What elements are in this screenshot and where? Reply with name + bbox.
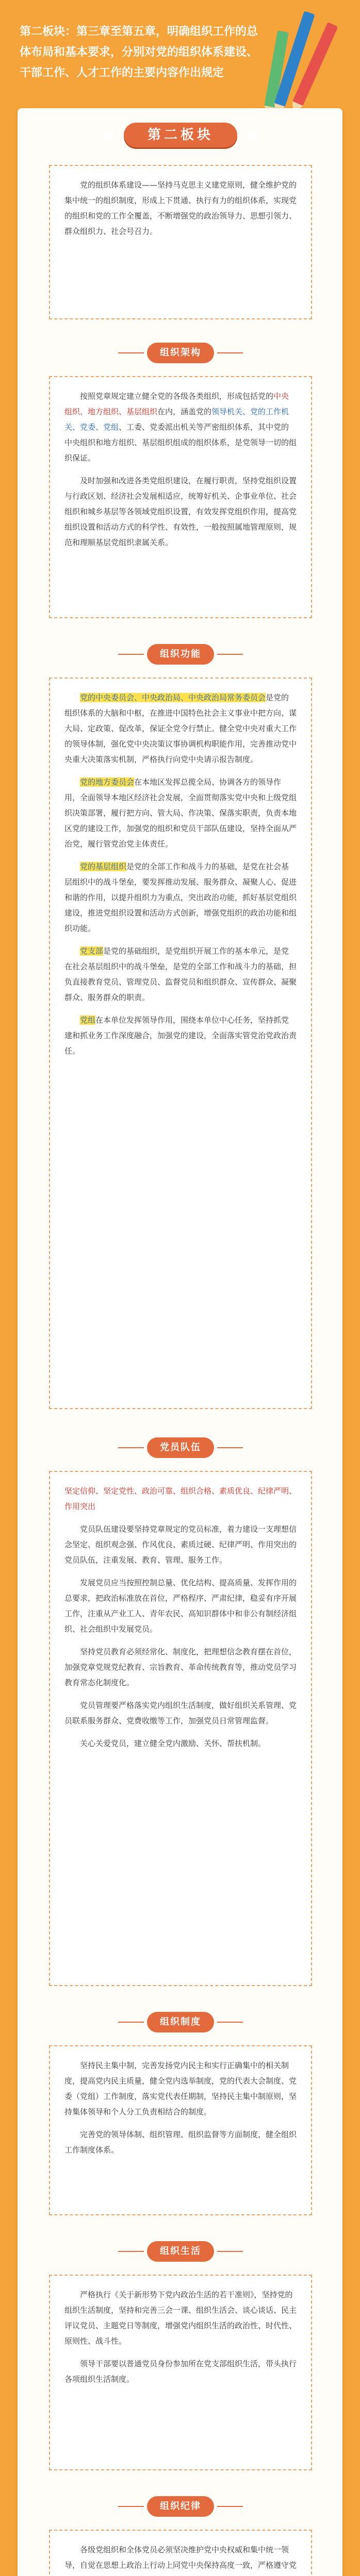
section-paragraph: 关心关爱党员，建立健全党内激励、关怀、帮扶机制。 bbox=[80, 1739, 266, 1748]
section-paragraph: 坚持民主集中制，完善发扬党内民主和实行正确集中的相关制度，提高党内民主质量，健全党内选举制度，党的代表大会制度、党委（党组）工作制度，落实党代表任期制，坚持民主集中制原则，坚持集体领导和个人分工负责相结合的制度。 bbox=[64, 2061, 297, 2116]
section-plank-title: 第二板块 bbox=[124, 123, 237, 147]
highlight-yellow: 党支部 bbox=[80, 946, 104, 956]
section-paragraph bbox=[64, 690, 297, 767]
highlight-yellow: 党的地方委员会 bbox=[80, 777, 135, 787]
section-paragraph bbox=[64, 1483, 297, 1514]
section-paragraph: 党员队伍建设要坚持党章规定的党员标准，着力建设一支理想信念坚定、组织观念强、作风优良、素质过硬、纪律严明、作用突出的党员队伍，注重发展、教育、管理、服务工作。 bbox=[64, 1524, 297, 1565]
section-paragraph: 严格执行《关于新形势下党内政治生活的若干准则》，坚持党的组织生活制度，坚持和完善三会一课、组织生活会、谈心谈话、民主评议党员、主题党日等制度，增强党内组织生活的政治性、时代性、原则性、战斗性。 bbox=[64, 2290, 297, 2346]
highlight-yellow: 党的中央委员会、中央政治局、中央政治局常务委员会 bbox=[80, 693, 266, 702]
text-segment: 、工委、党委派出机关等严密组织体系，其中党的中央组织和地方组织、基层组织组成的组织体系，是党领导一切的组织保证。 bbox=[64, 422, 297, 463]
section-tag-organization-function: 组织功能 bbox=[147, 644, 214, 665]
section-paragraph: 领导干部要以普通党员身份参加所在党支部组织生活，带头执行各项组织生活制度。 bbox=[64, 2359, 297, 2384]
section-box-organization-structure bbox=[49, 376, 312, 618]
section-box-organization-life bbox=[49, 2275, 312, 2470]
text-segment: 是党的全部工作和战斗力的基础，是党在社会基层组织中的战斗堡垒，要发挥推动发展、服务群众、凝聚人心、促进和谐的作用，以提升组织力为重点，突出政治功能，抓好基层党组织建设，推进党组织设置和活动方式创新，增强党组织的政治功能和组织功能。 bbox=[64, 862, 297, 933]
section-paragraph: 发展党员应当按照控制总量、优化结构、提高质量、发挥作用的总要求，把政治标准放在首位，严格程序、严肃纪律，稳妥有序开展工作，注重从产业工人、青年农民、高知识群体中和非公有制经济组织、社会组织中发展党员。 bbox=[64, 1578, 297, 1634]
highlight-yellow: 党组 bbox=[80, 1015, 96, 1025]
text-segment: 按照党章规定建立健全党的各级各类组织，形成包括党的 bbox=[80, 392, 274, 401]
section-tag-organization-system: 组织制度 bbox=[147, 2012, 214, 2032]
section-tag-party-members: 党员队伍 bbox=[147, 1437, 214, 1458]
section-tag-organization-structure: 组织架构 bbox=[147, 343, 214, 363]
highlight-red: 中央组织、地方组织、基层组织 bbox=[64, 392, 289, 416]
section-paragraph: 及时加强和改进各类党组织建设，在履行职责，坚持党组织设置与行政区划、经济社会发展相适应，统筹好机关、企事业单位、社会组织和城乡基层等各领域党组织设置，有效发挥党组织作用，提高党组织设置和活动方式的科学性、有效性，一般按照属地管理原则，规范和理顺基层党组织隶属关系。 bbox=[64, 476, 297, 547]
section-box-organization-discipline bbox=[49, 2530, 312, 2576]
text-segment: 在本单位发挥领导作用，围绕本单位中心任务，坚持抓党建和抓业务工作深度融合，加强党的建设，全面落实管党治党政治责任。 bbox=[64, 1015, 297, 1056]
text-segment: 是党的基础组织，是党组织开展工作的基本单元，是党在社会基层组织中的战斗堡垒，是党的全部工作和战斗力的基础，担负直接教育党员、管理党员、监督党员和组织群众、宣传群众、凝聚群众、服务群众的职责。 bbox=[64, 946, 297, 1002]
intro-paragraph: 党的组织体系建设——坚持马克思主义建党原则，健全维护党的集中统一的组织制度，形成上下贯通、执行有力的组织体系，实现党的组织和党的工作全覆盖，不断增强党的政治领导力、思想引领力、群众组织力、社会号召力。 bbox=[64, 180, 297, 236]
section-paragraph: 党员管理要严格落实党内组织生活制度，做好组织关系管理、党员联系服务群众、党费收缴等工作，加强党员日常管理监督。 bbox=[64, 1701, 297, 1725]
section-paragraph: 坚持党员教育必须经常化、制度化，把理想信念教育摆在首位，加强党章党规党纪教育、宗旨教育、革命传统教育等，推动党员学习教育常态化制度化。 bbox=[64, 1647, 297, 1687]
intro-text: 第二板块：第三章至第五章，明确组织工作的总体布局和基本要求，分别对党的组织体系建设、干部工作、人才工作的主要内容作出规定 bbox=[20, 25, 258, 79]
section-box-party-members bbox=[49, 1471, 312, 1986]
section-paragraph bbox=[64, 1012, 297, 1059]
highlight-red: 坚定信仰、坚定党性、政治可靠、组织合格、素质优良、纪律严明、作用突出 bbox=[64, 1486, 297, 1511]
text-segment: 在本地区发挥总揽全局、协调各方的领导作用，全面领导本地区经济社会发展，全面贯彻落实党中央和上级党组织决策部署，履行把方向、管大局、作决策、保落实职责，负责本地区党的建设工作，加强党的组织和党员干部队伍建设，坚持全面从严治党，履行管党治党主体责任。 bbox=[64, 777, 297, 849]
text-segment: 是党的组织体系的大脑和中枢，在推进中国特色社会主义事业中把方向、谋大局、定政策、促改革，保证全党令行禁止。健全党中央对重大工作的领导体制，强化党中央决策议事协调机构职能作用，完善推动党中央重大决策落实机制，严格执行向党中央请示报告制度。 bbox=[64, 693, 297, 764]
section-paragraph: 完善党的领导体制、组织管理、组织监督等方面制度，健全组织工作制度体系。 bbox=[64, 2130, 297, 2155]
section-paragraph bbox=[64, 943, 297, 1005]
text-segment: 在内，涵盖党的 bbox=[157, 407, 212, 416]
intro-box bbox=[49, 165, 312, 319]
section-box-organization-system bbox=[49, 2045, 312, 2215]
section-tag-organization-discipline: 组织纪律 bbox=[147, 2496, 214, 2517]
section-paragraph bbox=[64, 774, 297, 852]
highlight-blue: 领导机关、党的工作机关、党委、党组 bbox=[64, 407, 289, 432]
section-box-organization-function bbox=[49, 677, 312, 1409]
highlight-yellow: 党的基层组织 bbox=[80, 862, 127, 871]
section-paragraph bbox=[64, 388, 297, 466]
section-tag-organization-life: 组织生活 bbox=[147, 2241, 214, 2262]
section-paragraph bbox=[64, 859, 297, 936]
section-paragraph: 各级党组织和全体党员必须坚决维护党中央权威和集中统一领导，自觉在思想上政治上行动上同党中央保持高度一致，严格遵守党 bbox=[64, 2545, 297, 2570]
